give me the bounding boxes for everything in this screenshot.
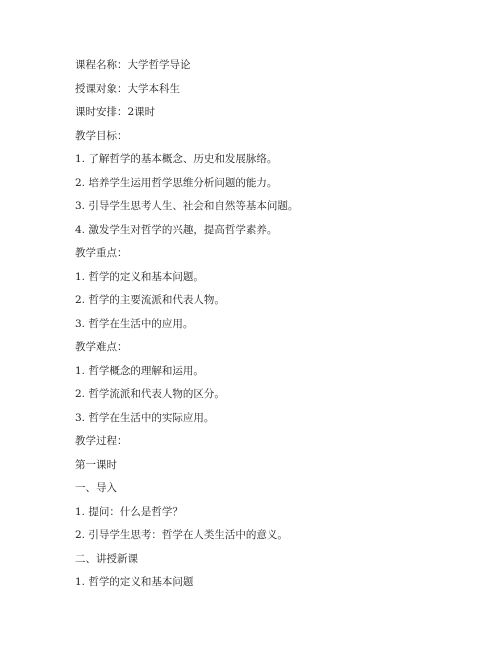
difficulty-item: 1. 哲学概念的理解和运用。 xyxy=(75,364,204,377)
objective-item: 2. 培养学生运用哲学思维分析问题的能力。 xyxy=(75,176,278,189)
key-point-item: 3. 哲学在生活中的应用。 xyxy=(75,317,194,330)
objectives-heading: 教学目标： xyxy=(75,129,128,142)
first-lesson-heading: 第一课时 xyxy=(75,458,117,471)
difficulty-item: 3. 哲学在生活中的实际应用。 xyxy=(75,411,215,424)
difficulty-item: 2. 哲学流派和代表人物的区分。 xyxy=(75,388,225,400)
audience-line: 授课对象：大学本科生 xyxy=(75,82,180,95)
key-point-item: 2. 哲学的主要流派和代表人物。 xyxy=(75,294,225,306)
document-body xyxy=(75,57,475,598)
key-point-item: 1. 哲学的定义和基本问题。 xyxy=(75,270,204,283)
objective-item: 4. 激发学生对哲学的兴趣，提高哲学素养。 xyxy=(75,223,278,236)
difficulties-heading: 教学难点： xyxy=(75,341,128,353)
intro-item: 1. 提问：什么是哲学？ xyxy=(75,505,183,518)
section-heading-intro: 一、导入 xyxy=(75,482,117,494)
objective-item: 1. 了解哲学的基本概念、历史和发展脉络。 xyxy=(75,153,278,165)
new-lesson-item: 1. 哲学的定义和基本问题 xyxy=(75,576,194,588)
objective-item: 3. 引导学生思考人生、社会和自然等基本问题。 xyxy=(75,200,299,212)
course-name-line: 课程名称：大学哲学导论 xyxy=(75,59,191,71)
process-heading: 教学过程： xyxy=(75,435,128,447)
section-heading-new-lesson: 二、讲授新课 xyxy=(75,552,138,565)
schedule-line: 课时安排：2课时 xyxy=(75,106,156,118)
key-points-heading: 教学重点： xyxy=(75,247,128,259)
intro-item: 2. 引导学生思考：哲学在人类生活中的意义。 xyxy=(75,529,288,541)
